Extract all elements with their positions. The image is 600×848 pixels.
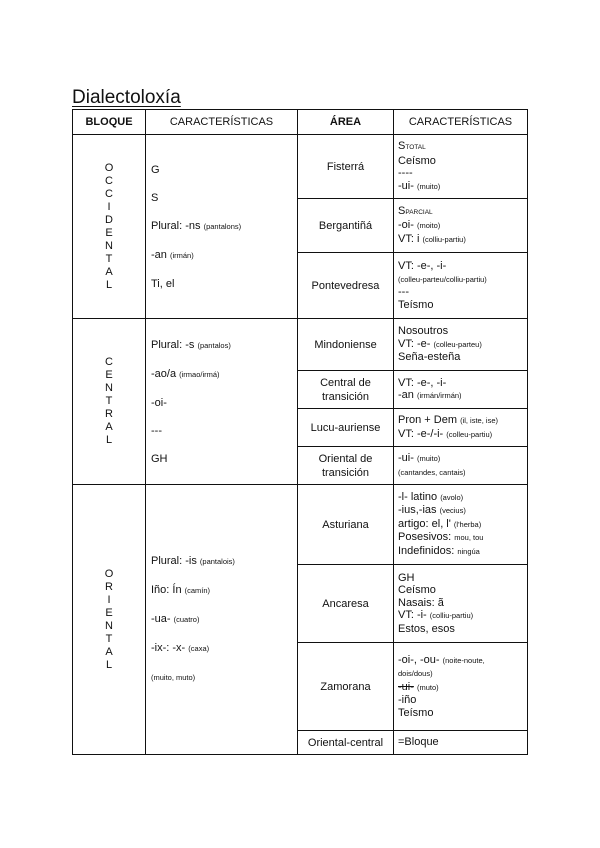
area-feature-note: (cantandes, cantais) (398, 467, 466, 477)
block-feature (151, 612, 297, 627)
area-feature-text: VT: -e- (398, 337, 431, 350)
block-feature (151, 452, 297, 466)
area-feature-text: VT: -i- (398, 609, 427, 622)
area-feature-text: VT: -e-/-i- (398, 427, 444, 440)
block-letter: E (105, 226, 113, 239)
area-features (394, 371, 528, 409)
table-row (73, 319, 528, 371)
block-feature-text: Iño: Ín (151, 584, 182, 596)
area-features (394, 135, 528, 199)
area-feature (398, 609, 523, 623)
area-feature-note: (muto) (416, 682, 439, 692)
block-letter: C (105, 187, 113, 200)
area-name: Zamorana (298, 643, 394, 731)
area-name: Lucu-auriense (298, 409, 394, 447)
area-feature (398, 299, 523, 312)
area-feature-text: Teísmo (398, 706, 434, 719)
block-feature (151, 670, 297, 685)
area-feature-text: S (398, 140, 406, 152)
area-features (394, 731, 528, 755)
block-feature-note: (irmao/irmá) (179, 369, 220, 379)
block-feature-text: -an (151, 248, 167, 261)
block-feature (151, 219, 297, 234)
area-feature-text: -oi- (398, 219, 414, 232)
block-name-vertical (73, 568, 145, 672)
block-feature-text: Plural: -s (151, 338, 195, 351)
area-features (394, 643, 528, 731)
block-feature (151, 248, 297, 263)
area-feature-note: (noite-noute, (442, 655, 485, 665)
table-row (73, 135, 528, 199)
block-letter: E (105, 369, 113, 381)
area-feature (398, 167, 523, 180)
block-feature (151, 191, 297, 205)
area-feature (398, 518, 523, 532)
area-feature-text: Nasais: ã (398, 596, 444, 609)
area-name: Pontevedresa (298, 253, 394, 319)
area-feature (398, 219, 523, 233)
area-feature-text: Pron + Dem (398, 414, 457, 426)
area-feature-text: -oi-, -ou- (398, 653, 440, 666)
block-feature-note: (cuatro) (173, 615, 200, 624)
block-features (146, 135, 298, 319)
block-letter: T (105, 632, 113, 645)
area-feature-text: VT: i (398, 232, 420, 245)
area-feature (398, 667, 523, 681)
block-letter: T (105, 252, 113, 265)
area-name: Asturiana (298, 485, 394, 565)
area-feature (398, 428, 523, 442)
block-letter: L (105, 278, 113, 291)
block-feature-note: (muito, muto) (151, 673, 196, 682)
header-row (73, 110, 528, 135)
header-area: ÁREA (298, 110, 394, 135)
area-feature (398, 260, 523, 273)
area-feature-text: -l- latino (398, 490, 438, 503)
block-letter: L (105, 658, 113, 671)
area-feature-note: ningúa (457, 546, 480, 556)
area-feature (398, 694, 523, 707)
area-feature-subscript: PARCIAL (405, 208, 433, 216)
area-feature-note: (moito) (416, 221, 441, 231)
area-feature (398, 545, 523, 559)
block-name-vertical (73, 356, 145, 447)
block-letter: O (104, 161, 114, 174)
area-feature-text: -ui- (398, 452, 414, 464)
block-features (146, 485, 298, 755)
block-feature-text: G (151, 163, 160, 176)
block-feature-text: -ix-: -x- (151, 642, 186, 654)
block-feature-text: Plural: -is (151, 555, 197, 567)
block-feature-note: (pantalons) (203, 221, 242, 231)
area-feature-note: (irmán/irmán) (416, 391, 462, 400)
block-feature (151, 583, 297, 598)
area-feature-text: Posesivos: (398, 531, 452, 544)
block-feature-note: (pantalos) (197, 340, 231, 350)
area-name: Mindoniense (298, 319, 394, 371)
block-letter: C (105, 356, 113, 368)
area-feature-note: dois/dous) (398, 669, 433, 679)
area-name: Bergantiñá (298, 199, 394, 253)
area-feature-text: -ui- (398, 680, 414, 693)
area-features (394, 565, 528, 643)
block-feature-text: -oi- (151, 396, 167, 409)
area-feature-text: Ceísmo (398, 584, 436, 597)
block-feature (151, 338, 297, 353)
area-feature (398, 338, 523, 352)
area-feature (398, 584, 523, 597)
area-feature-note: (colleu-partiu) (446, 429, 493, 439)
block-feature (151, 396, 297, 410)
block-letter: O (104, 567, 114, 580)
block-feature (151, 163, 297, 177)
area-feature (398, 452, 523, 466)
area-feature-text: --- (398, 286, 409, 298)
block-feature (151, 277, 297, 291)
block-letter: R (105, 408, 113, 420)
area-feature (398, 389, 523, 403)
area-feature (398, 205, 523, 220)
block-feature-text: Ti, el (151, 277, 175, 290)
area-name: Oriental de transición (298, 447, 394, 485)
block-name (73, 135, 146, 319)
area-feature-note: (il, iste, ise) (460, 416, 498, 425)
dialect-table (72, 109, 528, 755)
area-feature-text: Estos, esos (398, 622, 455, 635)
area-feature (398, 325, 523, 338)
area-feature-text: VT: -e-, -i- (398, 376, 447, 389)
area-feature-note: (vecius) (439, 506, 466, 516)
area-feature-subscript: TOTAL (405, 144, 426, 151)
area-feature-note: (colliu-partiu) (422, 234, 466, 244)
area-feature (398, 140, 523, 155)
area-feature-note: (colleu-parteu/colliu-partiu) (398, 274, 487, 284)
area-feature (398, 531, 523, 545)
area-feature-text: =Bloque (398, 736, 439, 749)
block-feature (151, 641, 297, 656)
block-letter: I (107, 593, 111, 606)
area-name: Ancaresa (298, 565, 394, 643)
area-feature-note: (avolo) (440, 492, 464, 502)
block-feature-text: GH (151, 452, 168, 465)
area-feature-note: (colliu-partiu) (429, 611, 474, 621)
block-letter: C (105, 174, 113, 187)
area-feature (398, 351, 523, 364)
block-feature-text: -ao/a (151, 367, 177, 380)
area-feature (398, 377, 523, 390)
area-feature (398, 707, 523, 720)
page-title: Dialectoloxía (72, 86, 181, 108)
area-features (394, 485, 528, 565)
block-letter: N (105, 239, 113, 252)
area-feature-text: Nosoutros (398, 325, 449, 338)
header-bloque: BLOQUE (73, 110, 146, 135)
area-feature-note: (muito) (416, 181, 441, 191)
area-feature-text: VT: -e-, -i- (398, 260, 447, 272)
area-feature-note: (l'herba) (453, 519, 482, 529)
area-feature (398, 180, 523, 194)
block-feature-note: (caxa) (188, 644, 210, 653)
block-letter: N (105, 382, 113, 394)
area-feature (398, 273, 523, 287)
block-name-vertical (73, 162, 145, 292)
area-feature (398, 491, 523, 505)
block-feature-text: S (151, 191, 159, 204)
block-name (73, 319, 146, 485)
block-letter: L (105, 434, 113, 446)
area-feature-note: mou, tou (454, 533, 484, 543)
area-feature-text: GH (398, 571, 415, 584)
block-letter: A (105, 265, 113, 278)
block-feature-note: (pantalois) (199, 557, 235, 566)
area-feature-text: Ceísmo (398, 154, 436, 167)
area-feature (398, 623, 523, 636)
block-feature-text: -ua- (151, 613, 171, 625)
area-feature (398, 681, 523, 695)
area-feature (398, 572, 523, 585)
block-letter: A (105, 421, 113, 433)
block-letter: R (105, 580, 113, 593)
area-features (394, 253, 528, 319)
area-feature-text: ---- (398, 167, 413, 179)
block-name (73, 485, 146, 755)
area-feature-text: artigo: el, l' (398, 517, 451, 530)
block-letter: D (105, 213, 113, 226)
area-name: Fisterrá (298, 135, 394, 199)
block-letter: N (105, 619, 113, 632)
block-feature (151, 367, 297, 382)
area-feature-text: -ui- (398, 179, 414, 192)
area-feature-text: Seña-esteña (398, 351, 461, 364)
area-features (394, 409, 528, 447)
area-feature (398, 233, 523, 247)
block-letter: A (105, 645, 113, 658)
area-feature-text: S (398, 204, 406, 217)
block-features (146, 319, 298, 485)
area-feature (398, 155, 523, 168)
block-letter: T (105, 395, 113, 407)
area-name: Central de transición (298, 371, 394, 409)
area-feature-text: Indefinidos: (398, 544, 455, 557)
block-feature-text: --- (151, 424, 162, 437)
area-feature (398, 286, 523, 299)
block-feature-text: Plural: -ns (151, 219, 201, 232)
area-feature (398, 504, 523, 518)
area-features (394, 199, 528, 253)
block-feature-note: (irmán) (169, 250, 194, 260)
header-caracteristicas-area: CARACTERÍSTICAS (394, 110, 528, 135)
area-feature-note: (colleu-parteu) (433, 339, 482, 349)
block-feature (151, 424, 297, 438)
area-features (394, 447, 528, 485)
area-features (394, 319, 528, 371)
header-caracteristicas: CARACTERÍSTICAS (146, 110, 298, 135)
area-feature (398, 466, 523, 480)
area-feature-text: Teísmo (398, 298, 434, 311)
area-feature (398, 414, 523, 428)
block-letter: E (105, 606, 113, 619)
block-feature-note: (camín) (184, 586, 211, 595)
block-letter: I (107, 200, 111, 213)
area-feature-text: -an (398, 389, 414, 401)
table-row (73, 485, 528, 565)
area-feature (398, 736, 523, 749)
area-feature (398, 654, 523, 668)
block-feature (151, 554, 297, 569)
area-feature (398, 597, 523, 610)
area-feature-text: -ius,-ias (398, 504, 437, 517)
area-name: Oriental-central (298, 731, 394, 755)
area-feature-note: (muito) (416, 454, 441, 463)
area-feature-text: -iño (398, 694, 417, 707)
